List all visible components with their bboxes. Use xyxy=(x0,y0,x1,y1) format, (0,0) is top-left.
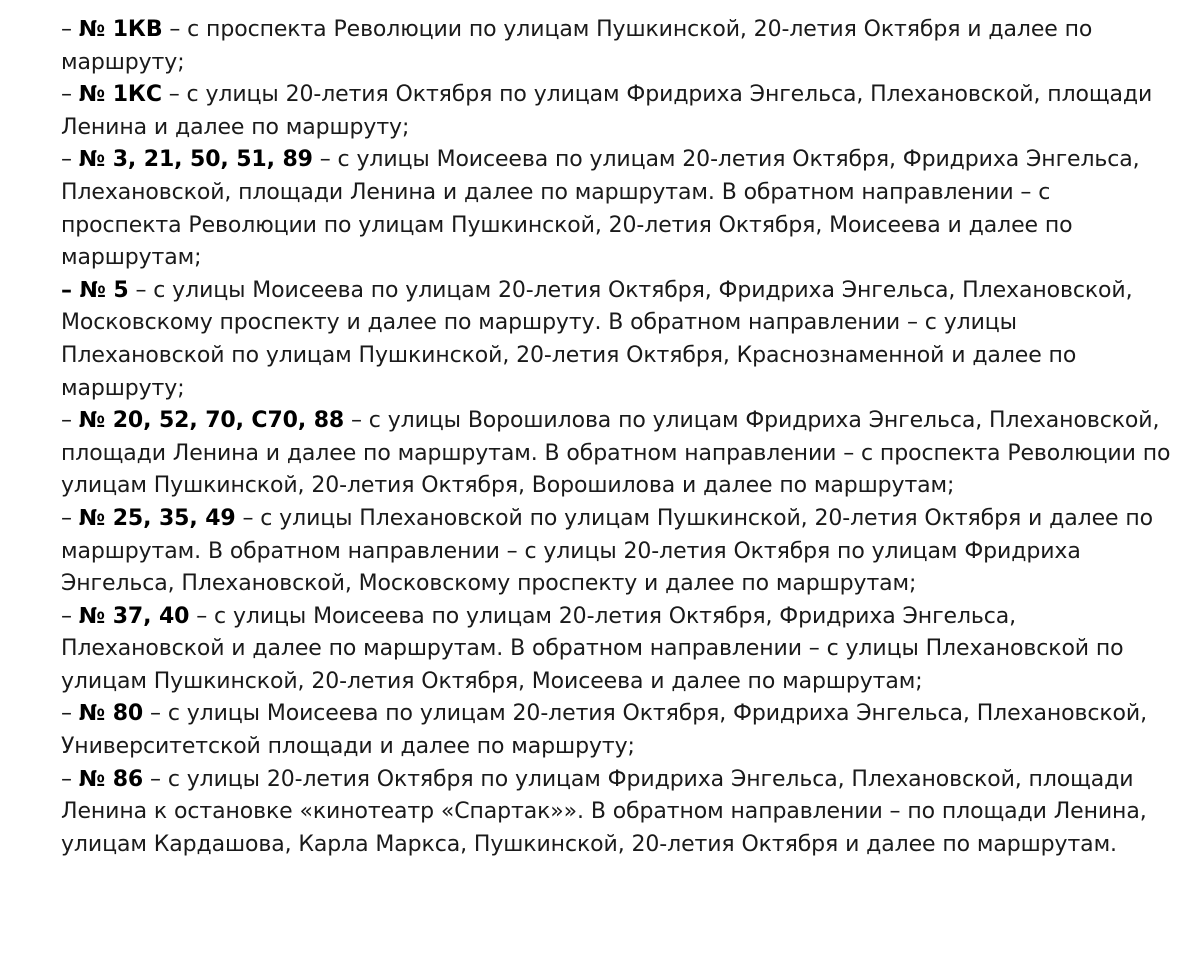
route-item xyxy=(61,275,1171,405)
route-description: – с улицы Плехановской по улицам Пушкинской, 20-летия Октября и далее по маршрутам. В обратном направлении – с улицы 20-летия Октября по улицам Фридриха Энгельса, Плехановской, Московскому проспекту и далее по маршрутам; xyxy=(61,505,1153,597)
route-number: № 20, 52, 70, С70, 88 xyxy=(78,408,345,434)
route-description: – с улицы Моисеева по улицам 20-летия Октября, Фридриха Энгельса, Плехановской и далее по маршрутам. В обратном направлении – с улицы Плехановской по улицам Пушкинской, 20-летия Октября, Моисеева и далее по маршрутам; xyxy=(61,603,1124,694)
route-item xyxy=(61,405,1171,503)
route-number: № 1КВ xyxy=(78,17,163,42)
route-item xyxy=(61,79,1171,144)
route-item xyxy=(61,14,1171,79)
route-dash: – xyxy=(61,147,79,173)
route-number: № 86 xyxy=(78,766,144,792)
route-dash: – xyxy=(61,603,79,629)
route-number: № 5 xyxy=(79,277,129,303)
route-number: № 3, 21, 50, 51, 89 xyxy=(78,147,313,173)
route-item xyxy=(61,503,1171,601)
route-description: – с улицы 20-летия Октября по улицам Фридриха Энгельса, Плехановской, площади Ленина и далее по маршруту; xyxy=(61,82,1153,140)
route-item xyxy=(61,601,1171,699)
route-dash: – xyxy=(61,701,79,727)
route-dash: – xyxy=(61,505,79,531)
route-item xyxy=(61,764,1171,862)
route-dash: – xyxy=(61,408,79,434)
route-number: № 37, 40 xyxy=(78,603,190,629)
route-description: – с улицы Ворошилова по улицам Фридриха Энгельса, Плехановской, площади Ленина и далее по маршрутам. В обратном направлении – с проспекта Революции по улицам Пушкинской, 20-летия Октября, Ворошилова и далее по маршрутам; xyxy=(61,408,1171,499)
route-dash: – xyxy=(61,277,80,303)
route-description: – с улицы Моисеева по улицам 20-летия Октября, Фридриха Энгельса, Плехановской, площади Ленина и далее по маршрутам. В обратном направлении – с проспекта Революции по улицам Пушкинской, 20-летия Октября, Моисеева и далее по маршрутам; xyxy=(61,147,1140,271)
route-item xyxy=(61,144,1171,274)
route-dash: – xyxy=(61,17,79,42)
route-number: № 80 xyxy=(78,701,144,727)
route-number: № 25, 35, 49 xyxy=(78,505,236,531)
route-description: – с проспекта Революции по улицам Пушкинской, 20-летия Октября и далее по маршруту; xyxy=(61,17,1093,75)
route-dash: – xyxy=(61,82,79,108)
route-dash: – xyxy=(61,766,79,792)
route-list xyxy=(61,14,1171,861)
route-number: № 1КС xyxy=(78,82,162,108)
route-description: – с улицы 20-летия Октября по улицам Фридриха Энгельса, Плехановской, площади Ленина к остановке «кинотеатр «Спартак»». В обратном направлении – по площади Ленина, улицам Кардашова, Карла Маркса, Пушкинской, 20-летия Октября и далее по маршрутам. xyxy=(61,766,1147,857)
route-description: – с улицы Моисеева по улицам 20-летия Октября, Фридриха Энгельса, Плехановской, Университетской площади и далее по маршруту; xyxy=(61,701,1148,760)
route-item xyxy=(61,698,1171,763)
route-description: – с улицы Моисеева по улицам 20-летия Октября, Фридриха Энгельса, Плехановской, Московскому проспекту и далее по маршруту. В обратном направлении – с улицы Плехановской по улицам Пушкинской, 20-летия Октября, Краснознаменной и далее по маршруту; xyxy=(61,277,1133,401)
